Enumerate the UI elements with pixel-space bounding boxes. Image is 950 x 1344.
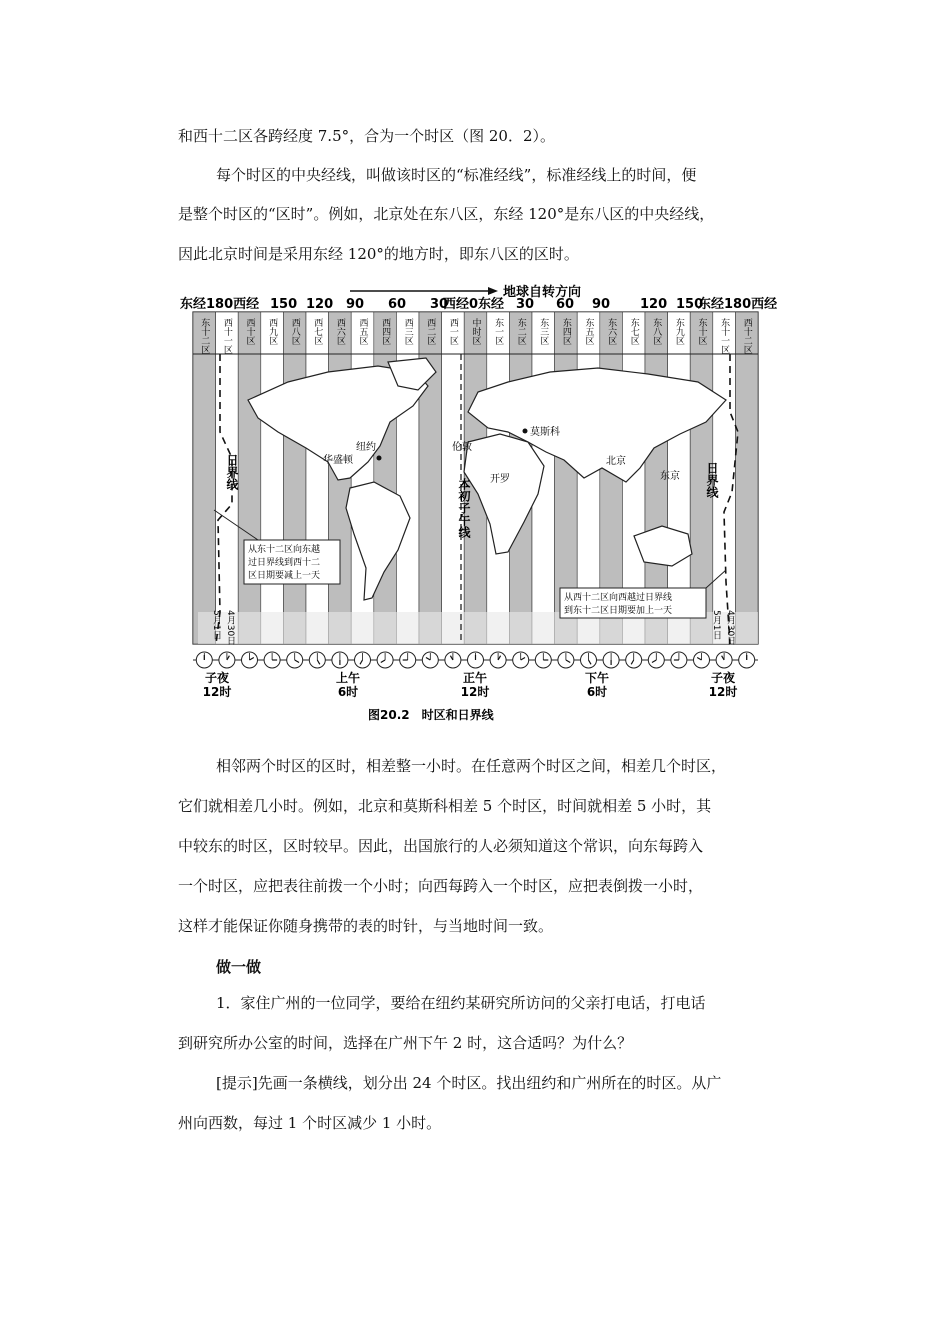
city-label-london: 伦敦: [452, 442, 472, 453]
time-zone-figure: [178, 282, 778, 722]
note-left-line: 从东十二区向东越: [248, 545, 321, 555]
clock-icon: [535, 652, 551, 668]
zone-label: 西六区: [334, 318, 345, 345]
zone-label: 东四区: [560, 318, 571, 345]
rotation-label: 地球自转方向: [503, 285, 582, 300]
zone-label: 中时区: [470, 318, 481, 345]
zone-label: 西十区: [244, 318, 255, 345]
clock-icon: [716, 652, 732, 668]
time-label-bottom: 6时: [586, 685, 608, 699]
time-label-top: 子夜: [710, 671, 736, 685]
zone-label: 东七区: [628, 318, 639, 345]
zone-label: 西九区: [267, 318, 278, 345]
prime-meridian-label: 本初子午线: [457, 478, 471, 538]
city-label-cairo: 开罗: [490, 474, 510, 485]
clock-icon: [558, 652, 574, 668]
zone-label: 西八区: [289, 318, 300, 345]
clock-icon: [626, 652, 642, 668]
note-right-line: 从西十二区向西越过日界线: [564, 593, 673, 603]
longitude-tick: 120: [640, 297, 668, 312]
date-line-left-label: 日界线: [225, 454, 239, 490]
clock-icon: [264, 652, 280, 668]
clock-icon: [490, 652, 506, 668]
clock-icon: [648, 652, 664, 668]
paragraph-line: 州向西数，每过 1 个时区减少 1 小时。: [178, 1114, 442, 1132]
note-left-line: 过日界线到西十二: [248, 558, 321, 568]
zone-label: 西三区: [402, 318, 413, 345]
clock-icon: [196, 652, 212, 668]
clock-icon: [694, 652, 710, 668]
clock-icon: [581, 652, 597, 668]
longitude-tick: 60: [556, 297, 575, 312]
city-label-beijing: 北京: [606, 456, 626, 467]
longitude-tick: 90: [346, 297, 365, 312]
section-heading: 做一做: [216, 958, 262, 976]
note-right-line: 到东十二区日期要加上一天: [564, 606, 673, 616]
clock-icon: [739, 652, 755, 668]
figure-caption: 图20.2 时区和日界线: [368, 708, 494, 722]
longitude-left-label: 东经180西经: [180, 297, 260, 312]
date-left-b: 4月30日: [225, 610, 235, 646]
paragraph-line: 是整个时区的“区时”。例如，北京处在东八区，东经 120°是东八区的中央经线，: [178, 205, 715, 223]
clock-icon: [603, 652, 619, 668]
date-right-b: 4月30日: [725, 610, 735, 646]
paragraph-line: 中较东的时区，区时较早。因此，出国旅行的人必须知道这个常识，向东每跨入: [178, 837, 704, 855]
date-right-a: 5月1日: [711, 610, 721, 640]
zone-stripe: [238, 312, 261, 644]
date-left-a: 5月1日: [211, 610, 221, 640]
city-label-moscow: 莫斯科: [530, 427, 560, 438]
zone-stripe: [261, 312, 284, 644]
city-label-newyork: 纽约: [356, 442, 376, 453]
longitude-tick: 150: [270, 297, 298, 312]
date-line-right-label: 日界线: [705, 462, 719, 498]
paragraph-line: 这样才能保证你随身携带的表的时针，与当地时间一致。: [178, 917, 554, 935]
zone-label: 西二区: [425, 318, 436, 345]
zone-label: 东九区: [673, 318, 684, 345]
clock-icon: [287, 652, 303, 668]
paragraph-line: 和西十二区各跨经度 7.5°，合为一个时区（图 20．2）。: [178, 127, 556, 145]
time-label-top: 上午: [335, 671, 361, 685]
zone-label: 东三区: [538, 318, 549, 345]
longitude-tick: 120: [306, 297, 334, 312]
paragraph-line: 因此北京时间是采用东经 120°的地方时，即东八区的区时。: [178, 245, 579, 263]
zone-label: 东六区: [606, 318, 617, 345]
clock-icon: [309, 652, 325, 668]
longitude-tick: 150: [676, 297, 704, 312]
zone-label: 东五区: [583, 318, 594, 345]
zone-label: 东十一区: [719, 318, 730, 354]
longitude-tick: 30: [516, 297, 535, 312]
zone-label: 东二区: [515, 318, 526, 345]
longitude-tick: 90: [592, 297, 611, 312]
clock-icon: [377, 652, 393, 668]
zone-label: 西十二区: [741, 318, 752, 354]
longitude-tick: 30: [430, 297, 449, 312]
zone-label: 西四区: [380, 318, 391, 345]
city-label-tokyo: 东京: [660, 471, 680, 482]
zone-stripe: [193, 312, 216, 644]
paragraph-line: 1．家住广州的一位同学，要给在纽约某研究所访问的父亲打电话，打电话: [216, 994, 706, 1012]
note-left-line: 区日期要减上一天: [248, 571, 321, 581]
clock-icon: [400, 652, 416, 668]
time-label-bottom: 6时: [337, 685, 359, 699]
time-label-bottom: 12时: [708, 685, 738, 699]
clock-icon: [422, 652, 438, 668]
zone-label: 东一区: [493, 318, 504, 345]
zone-label: 东十二区: [199, 318, 210, 354]
clock-icon: [332, 652, 348, 668]
longitude-tick: 60: [388, 297, 407, 312]
time-label-bottom: 12时: [202, 685, 232, 699]
time-label-top: 正午: [462, 671, 488, 685]
paragraph-line: 到研究所办公室的时间，选择在广州下午 2 时，这合适吗？为什么？: [178, 1034, 633, 1052]
zone-stripe: [283, 312, 306, 644]
clock-icon: [513, 652, 529, 668]
prime-longitude-label: 西经0东经: [443, 297, 505, 312]
time-label-top: 子夜: [204, 671, 230, 685]
zone-label: 西十一区: [221, 318, 232, 354]
clock-icon: [445, 652, 461, 668]
clock-icon: [219, 652, 235, 668]
zone-label: 西一区: [447, 318, 458, 345]
zone-label: 西五区: [357, 318, 368, 345]
time-label-bottom: 12时: [460, 685, 490, 699]
time-label-top: 下午: [584, 671, 610, 685]
zone-label: 东八区: [651, 318, 662, 345]
city-label-washington: 华盛顿: [323, 455, 353, 466]
clock-icon: [468, 652, 484, 668]
zone-stripe: [306, 312, 329, 644]
zone-stripe: [735, 312, 758, 644]
paragraph-line: 一个时区，应把表往前拨一个小时；向西每跨入一个时区，应把表倒拨一小时，: [178, 877, 704, 895]
paragraph-line: 它们就相差几小时。例如，北京和莫斯科相差 5 个时区，时间就相差 5 小时，其: [178, 797, 712, 815]
paragraph-line: 相邻两个时区的区时，相差整一小时。在任意两个时区之间，相差几个时区，: [216, 757, 727, 775]
zone-label: 东十区: [696, 318, 707, 345]
zone-label: 西七区: [312, 318, 323, 345]
longitude-right-label: 东经180西经: [698, 297, 778, 312]
paragraph-line: [提示]先画一条横线，划分出 24 个时区。找出纽约和广州所在的时区。从广: [216, 1074, 722, 1092]
clock-icon: [671, 652, 687, 668]
paragraph-line: 每个时区的中央经线，叫做该时区的“标准经线”，标准经线上的时间，便: [216, 166, 697, 184]
clock-icon: [242, 652, 258, 668]
clock-icon: [355, 652, 371, 668]
